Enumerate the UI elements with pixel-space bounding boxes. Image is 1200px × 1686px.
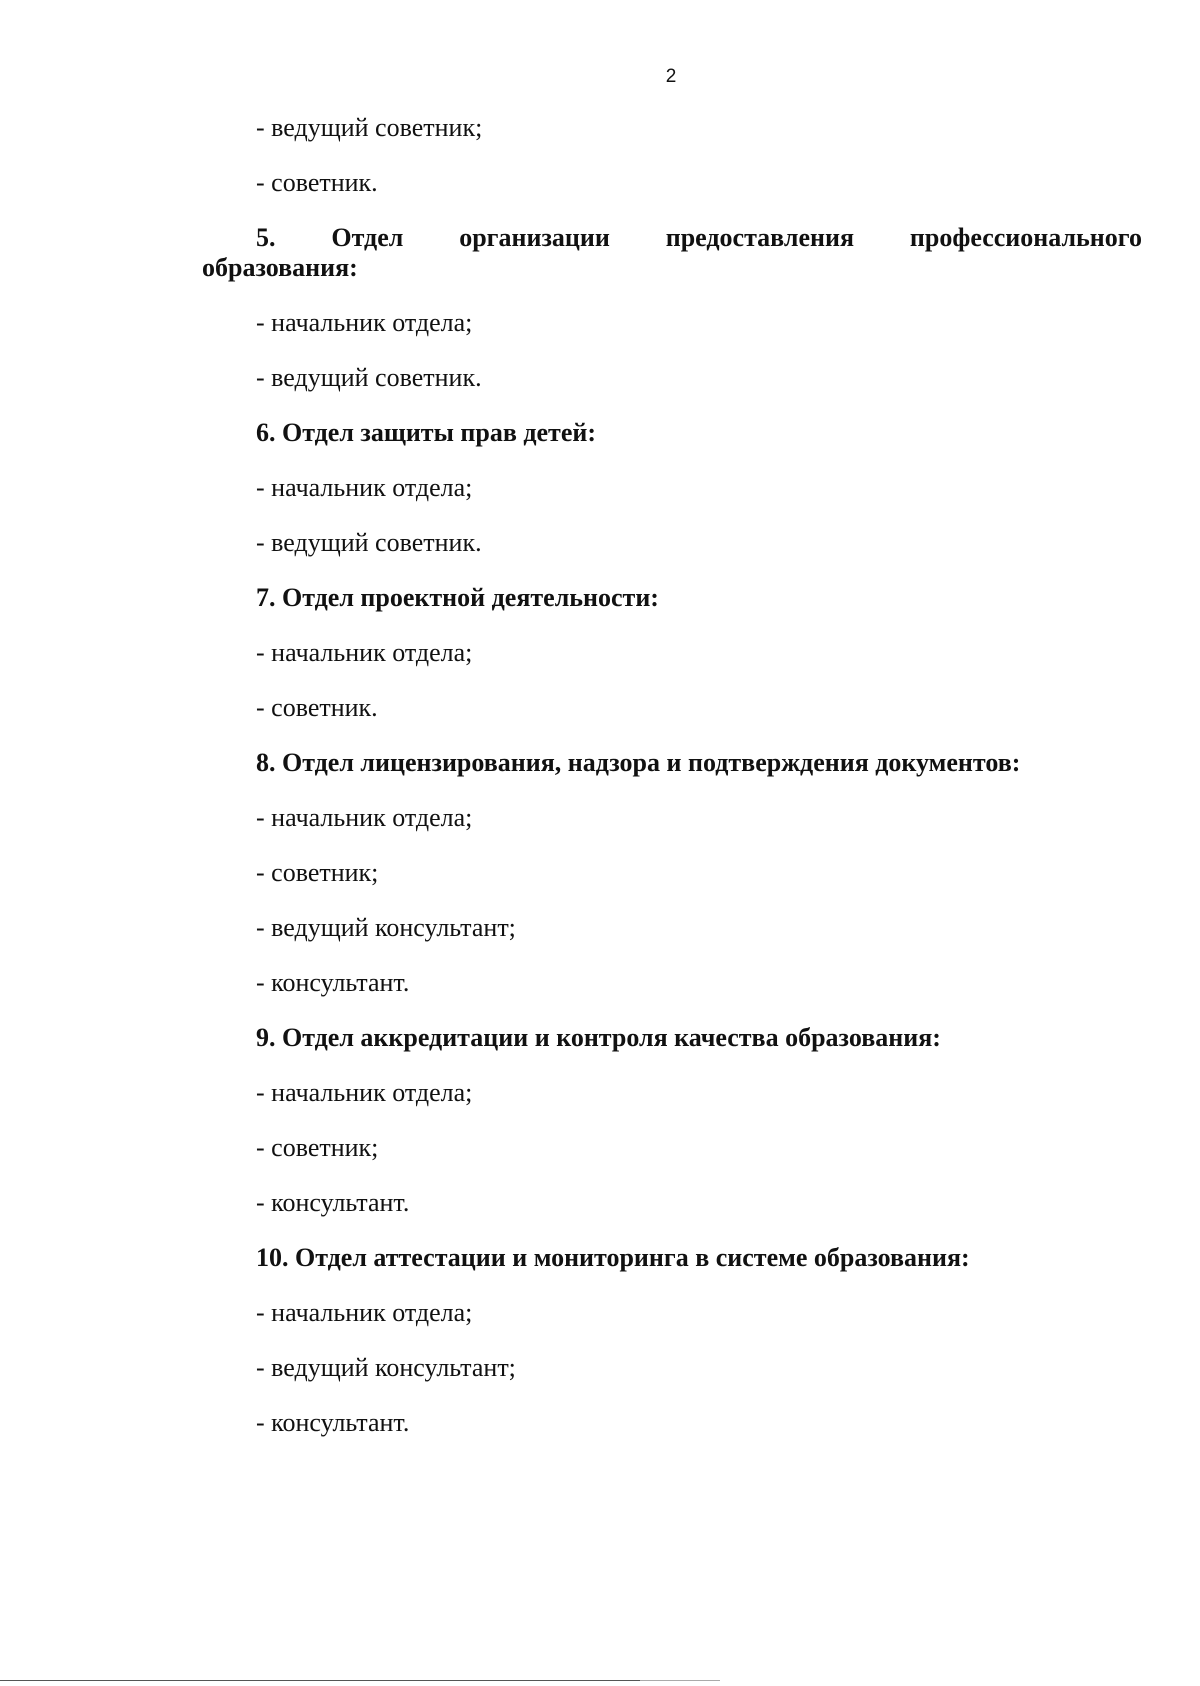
page-number: 2 — [665, 66, 677, 87]
heading-word: профессионального — [909, 223, 1142, 252]
heading-word: 5. — [256, 223, 276, 252]
list-item: - советник; — [256, 1133, 379, 1162]
section-heading-9: 9. Отдел аккредитации и контроля качества образования: — [256, 1023, 941, 1052]
section-heading-5 — [202, 223, 1142, 283]
list-item: - консультант. — [256, 1188, 410, 1217]
footer-rule — [0, 1680, 640, 1681]
list-item: - начальник отдела; — [256, 308, 473, 337]
section-heading-6: 6. Отдел защиты прав детей: — [256, 418, 597, 447]
heading-continuation: образования: — [202, 253, 358, 282]
footer-rule — [640, 1680, 720, 1681]
list-item: - ведущий советник; — [256, 113, 483, 142]
document-body — [202, 113, 1142, 1463]
list-item: - ведущий консультант; — [256, 1353, 516, 1382]
list-item: - советник. — [256, 168, 378, 197]
list-item: - советник; — [256, 858, 379, 887]
list-item: - ведущий советник. — [256, 528, 482, 557]
list-item: - консультант. — [256, 968, 410, 997]
list-item: - начальник отдела; — [256, 1078, 473, 1107]
heading-word: организации — [459, 223, 610, 252]
list-item: - советник. — [256, 693, 378, 722]
heading-word: Отдел — [331, 223, 404, 252]
list-item: - начальник отдела; — [256, 473, 473, 502]
section-heading-10: 10. Отдел аттестации и мониторинга в системе образования: — [256, 1243, 970, 1272]
list-item: - ведущий советник. — [256, 363, 482, 392]
section-heading-8: 8. Отдел лицензирования, надзора и подтверждения документов: — [256, 748, 1021, 777]
heading-word: предоставления — [665, 223, 855, 252]
list-item: - начальник отдела; — [256, 803, 473, 832]
list-item: - ведущий консультант; — [256, 913, 516, 942]
list-item: - консультант. — [256, 1408, 410, 1437]
section-heading-7: 7. Отдел проектной деятельности: — [256, 583, 659, 612]
list-item: - начальник отдела; — [256, 1298, 473, 1327]
list-item: - начальник отдела; — [256, 638, 473, 667]
